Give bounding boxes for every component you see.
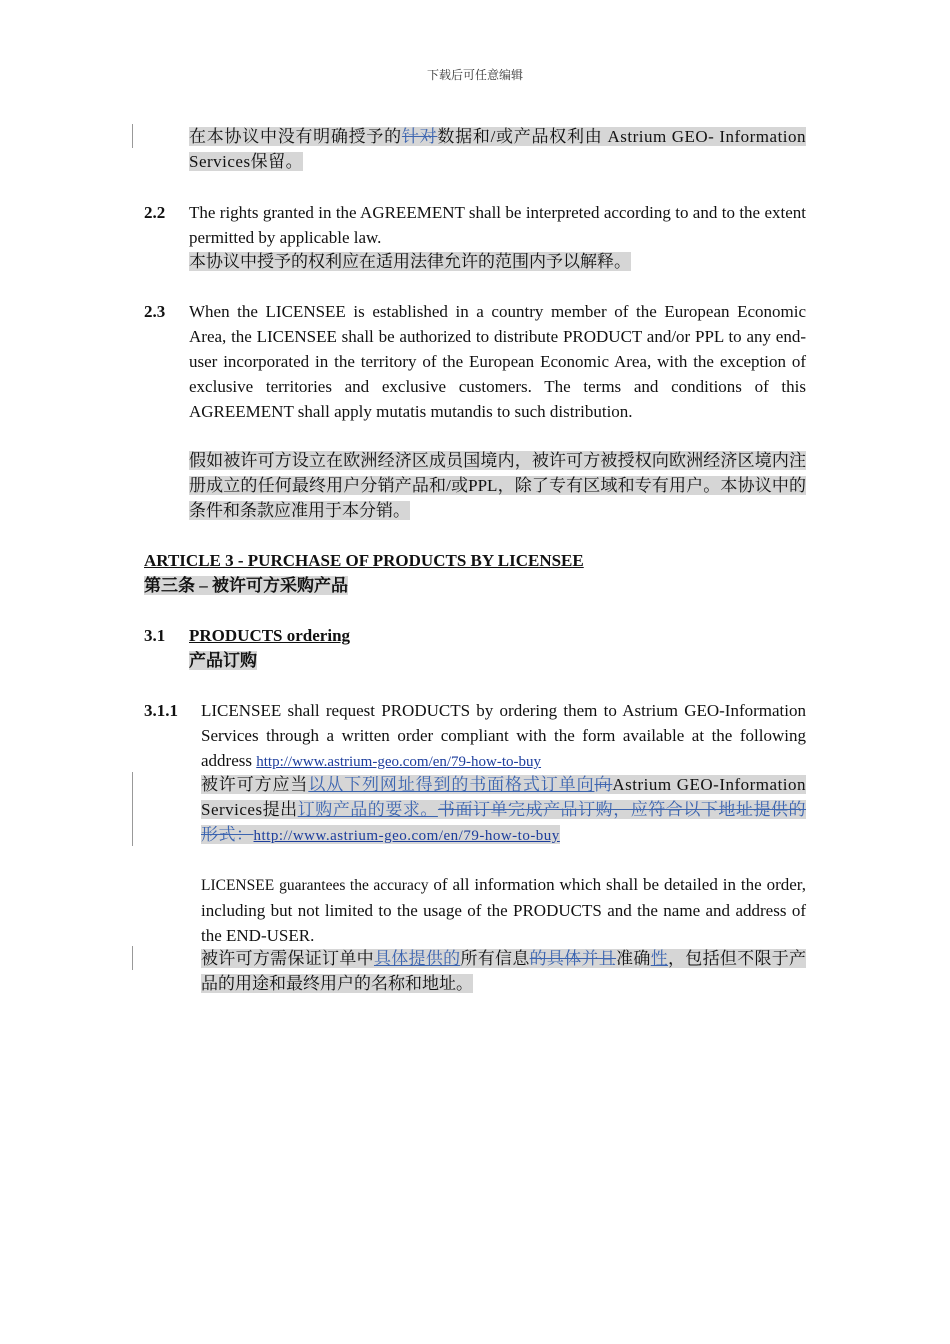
change-bar — [132, 772, 133, 846]
section-text: of all information which shall be detailed in the order, including but not limited to the usage of the PRODUCTS and the name and address of the END-USER. — [201, 875, 807, 945]
article-name-zh: 被许可方采购产品 — [212, 576, 348, 595]
article-number-zh: 第三条 — [144, 576, 195, 595]
deleted-text: 书面订单完成产品订购，应符合以下地址提供的形式： — [201, 800, 807, 844]
company-name: Astrium GEO-Information Services — [201, 775, 807, 819]
inserted-text: 具体提供的 — [373, 949, 461, 968]
order-form-link[interactable]: http://www.astrium-geo.com/en/79-how-to-buy — [253, 828, 560, 844]
section-2-2-en — [189, 200, 806, 250]
section-title-translation: 产品订购 — [189, 651, 257, 670]
company-name: Information Services — [189, 127, 807, 171]
text-run: 被许可方需保证订单中 — [201, 949, 374, 968]
article-title-zh: 第三条 – 被许可方采购产品 — [144, 576, 348, 595]
inserted-text: 以从下列网址得到的书面格式订单向 — [308, 775, 595, 794]
order-form-link[interactable]: http://www.astrium-geo.com/en/79-how-to-buy — [256, 754, 542, 770]
rights-reserved-paragraph — [189, 124, 806, 174]
text-run: 数据和/或产品权利由 — [437, 127, 603, 146]
deleted-text: 向 — [594, 775, 613, 794]
text-run: guarantees the accuracy — [279, 877, 429, 894]
section-2-2-zh — [189, 249, 806, 274]
deleted-text: 的具体并且 — [529, 949, 617, 968]
change-bar — [132, 124, 133, 148]
section-2-3-zh — [189, 448, 806, 523]
inserted-text: 订购产品的要求。 — [297, 800, 438, 819]
section-text: The rights granted in the AGREEMENT shall be interpreted according to and to the extent permitted by applicable law. — [189, 203, 806, 247]
text-run: 准确 — [616, 949, 651, 968]
inserted-text: 性 — [650, 949, 668, 968]
section-title: PRODUCTS ordering — [189, 626, 351, 645]
section-number: 2.2 — [144, 203, 166, 222]
section-title-zh — [189, 648, 257, 673]
company-name: Astrium GEO- — [607, 127, 715, 146]
section-number: 3.1 — [144, 626, 166, 645]
article-title: ARTICLE 3 - PURCHASE OF PRODUCTS BY LICENSEE — [144, 551, 584, 570]
section-2-3-en — [189, 299, 806, 424]
section-translation: 假如被许可方设立在欧洲经济区成员国境内，被许可方被授权向欧洲经济区境内注册成立的任何最终用户分销产品和/或PPL，除了专有区域和专有用户。本协议中的条件和条款应准用于本分销。 — [189, 451, 806, 520]
section-3-1-1-zh-2 — [201, 946, 806, 996]
text-run: ，包括但不限于产品的用途和最终用户的名称和地址。 — [201, 949, 807, 993]
section-text: When the LICENSEE is established in a country member of the European Economic Area, the LICENSEE shall be authorized to distribute PRODUCT and/or PPL to any end-user incorporated in the territory of the European Economic Area, with the exception of exclusive territories and exclusive customers. The terms and conditions of this AGREEMENT shall apply mutatis mutandis to such distribution. — [189, 302, 806, 421]
section-number: 2.3 — [144, 302, 166, 321]
text-run: 在本协议中没有明确授予的 — [189, 127, 402, 146]
text-run: 被许可方应当 — [201, 775, 309, 794]
text-run: 保留。 — [250, 152, 304, 171]
change-bar — [132, 946, 133, 970]
page-header: 下载后可任意编辑 — [426, 68, 523, 82]
text-run: 所有信息 — [460, 949, 530, 968]
licensee-term: LICENSEE — [201, 877, 275, 894]
section-text: LICENSEE shall request PRODUCTS by ordering them to Astrium GEO-Information Services through a written order compliant with the form available at the following address — [201, 701, 806, 770]
deleted-text: 针对 — [401, 127, 438, 146]
section-3-1-1-zh — [201, 772, 806, 849]
section-3-1-1-en-2 — [201, 872, 806, 948]
section-3-1-1-en — [201, 698, 806, 775]
section-number: 3.1.1 — [144, 701, 178, 720]
text-run: 提出 — [262, 800, 298, 819]
section-translation: 本协议中授予的权利应在适用法律允许的范围内予以解释。 — [189, 252, 631, 271]
